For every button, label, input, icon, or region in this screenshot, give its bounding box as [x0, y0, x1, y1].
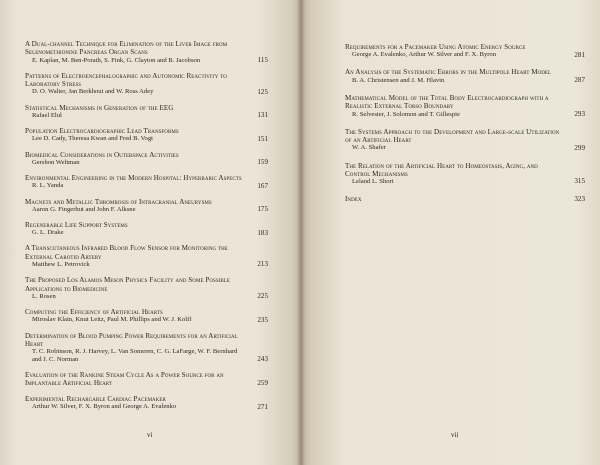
entry-authors: Aaron G. Fingerhut and John F. Alksne	[32, 205, 136, 213]
entry-page-number: 315	[574, 177, 585, 186]
toc-entry	[25, 371, 268, 388]
entry-authors: L. Rosen	[32, 292, 56, 300]
entry-title: Determination of Blood Pumping Power Requirements for an Artificial Heart	[25, 331, 238, 348]
entry-page-number: 159	[257, 158, 268, 167]
entry-page-number: 271	[257, 402, 268, 411]
entry-page-number: 281	[574, 50, 585, 59]
toc-entry	[345, 162, 585, 186]
entry-page-number: 259	[257, 379, 268, 388]
entry-authors: T. C. Robinson, R. J. Harvey, L. Van Someren, C. G. LaFarge, W. F. Bernhard and J. C. Norman	[32, 348, 238, 363]
toc-entry	[345, 128, 585, 152]
entry-title: Magnets and Metallic Thrombosis of Intracranial Aneurysms	[25, 197, 212, 206]
entry-title: The Relation of the Artificial Heart to Homeostasis, Aging, and Control Mechanisms	[345, 161, 538, 178]
entry-title: A Transcutaneous Infrared Blood Flow Sensor for Monitoring the External Carotid Artery	[25, 244, 228, 261]
entry-page-number: 151	[257, 134, 268, 143]
entry-title: The Proposed Los Alamos Meson Physics Facility and Some Possible Applications to Biomedicine	[25, 276, 230, 293]
entry-page-number: 225	[257, 292, 268, 301]
entry-title: Evaluation of the Rankine Steam Cycle As a Power Source for an Implantable Artificial Heart	[25, 370, 224, 388]
entry-authors: Miroslav Klain, Knut Leitz, Paul M. Phillips and W. J. Kolff	[32, 316, 192, 324]
entry-authors: W. A. Shafer	[352, 144, 386, 152]
entry-title: Mathematical Model of the Total Body Electrocardiograph with a Realistic External Torso Boundary	[345, 93, 549, 111]
entry-title: Biomedical Considerations in Outerspace Activities	[25, 150, 179, 159]
entry-title: A Dual-channel Technique for Elimination of the Liver Image from Selenomethionine Pancreas Organ Scans	[25, 40, 228, 57]
toc-entry	[25, 174, 268, 190]
entry-authors: Matthew L. Petrovick	[32, 261, 90, 269]
entry-page-number: 125	[257, 87, 268, 96]
toc-entry	[25, 221, 268, 237]
toc-entry	[25, 198, 268, 214]
entry-title: Population Electrocardiographic Lead Transforms	[25, 127, 179, 136]
entry-page-number: 175	[257, 205, 268, 214]
toc-entry	[25, 276, 268, 300]
entry-title: Index	[345, 195, 362, 204]
entry-title: An Analysis of the Systematic Errors in the Multipole Heart Model	[345, 68, 552, 77]
entry-authors: Lee D. Cady, Theresa Kwan and Fred B. Vogt	[32, 135, 153, 143]
entry-page-number: 323	[574, 195, 585, 204]
entry-authors: Arthur W. Silver, F. X. Byron and George A. Evalenko	[32, 403, 177, 411]
entry-title: The Systems Approach to the Development and Large-scale Utilization of an Artificial Heart	[345, 127, 560, 145]
toc-entry	[25, 72, 268, 96]
entry-page-number: 235	[257, 315, 268, 324]
toc-entry	[345, 68, 585, 84]
entry-authors: Gershon Weltman	[32, 158, 80, 166]
entry-title: Computing the Efficiency of Artificial Hearts	[25, 308, 163, 317]
toc-entry	[345, 195, 585, 203]
toc-entry	[25, 395, 268, 411]
entry-page-number: 213	[257, 260, 268, 269]
entry-authors: E. Kaplan, M. Ben-Porath, S. Fink, G. Clayton and B. Jacobson	[32, 56, 201, 64]
toc-entry	[25, 104, 268, 120]
entry-page-number: 243	[257, 355, 268, 363]
book-gutter	[297, 0, 305, 465]
page-folio: vi	[147, 431, 153, 439]
entry-authors: Rafael Elul	[32, 111, 62, 119]
toc-list-right	[345, 43, 585, 213]
entry-title: Environmental Engineering in the Modern Hospital: Hyperbaric Aspects	[25, 174, 242, 183]
entry-authors: G. L. Drake	[32, 229, 64, 237]
entry-authors: B. A. Christensen and J. M. Hlavin	[352, 76, 445, 84]
entry-authors: D. O. Walter, Jan Berkhout and W. Ross Adey	[32, 88, 154, 96]
entry-title: Regenerable Life Support Systems	[25, 220, 128, 229]
toc-entry	[25, 244, 268, 268]
entry-page-number: 131	[257, 111, 268, 120]
toc-entry	[25, 308, 268, 324]
entry-authors: R. L. Yanda	[32, 182, 64, 190]
entry-title: Patterns of Electroencephalographic and Autonomic Reactivity to Laboratory Stress	[25, 71, 227, 89]
entry-title: Statistical Mechanisms in Generation of the EEG	[25, 103, 174, 112]
entry-page-number: 167	[257, 181, 268, 190]
entry-title: Experimental Rechargable Cardiac Pacemaker	[25, 395, 166, 404]
toc-entry	[25, 151, 268, 167]
toc-entry	[345, 94, 585, 118]
toc-entry	[345, 43, 585, 59]
right-page	[301, 0, 600, 465]
toc-list-left	[25, 40, 268, 419]
entry-authors: George A. Evalenko, Arthur W. Silver and F. X. Byron	[352, 51, 497, 59]
entry-authors: R. Selvester, J. Solomon and T. Gillespie	[352, 110, 460, 118]
entry-page-number: 287	[574, 76, 585, 85]
page-folio: vii	[451, 431, 459, 439]
toc-entry	[25, 332, 268, 364]
entry-authors: Leland L. Short	[352, 178, 394, 186]
entry-page-number: 293	[574, 109, 585, 118]
toc-entry	[25, 127, 268, 143]
entry-title: Requirements for a Pacemaker Using Atomic Energy Source	[345, 43, 526, 51]
entry-page-number: 299	[574, 143, 585, 152]
entry-page-number: 183	[257, 228, 268, 237]
entry-page-number: 115	[257, 55, 268, 64]
toc-entry	[25, 40, 268, 64]
